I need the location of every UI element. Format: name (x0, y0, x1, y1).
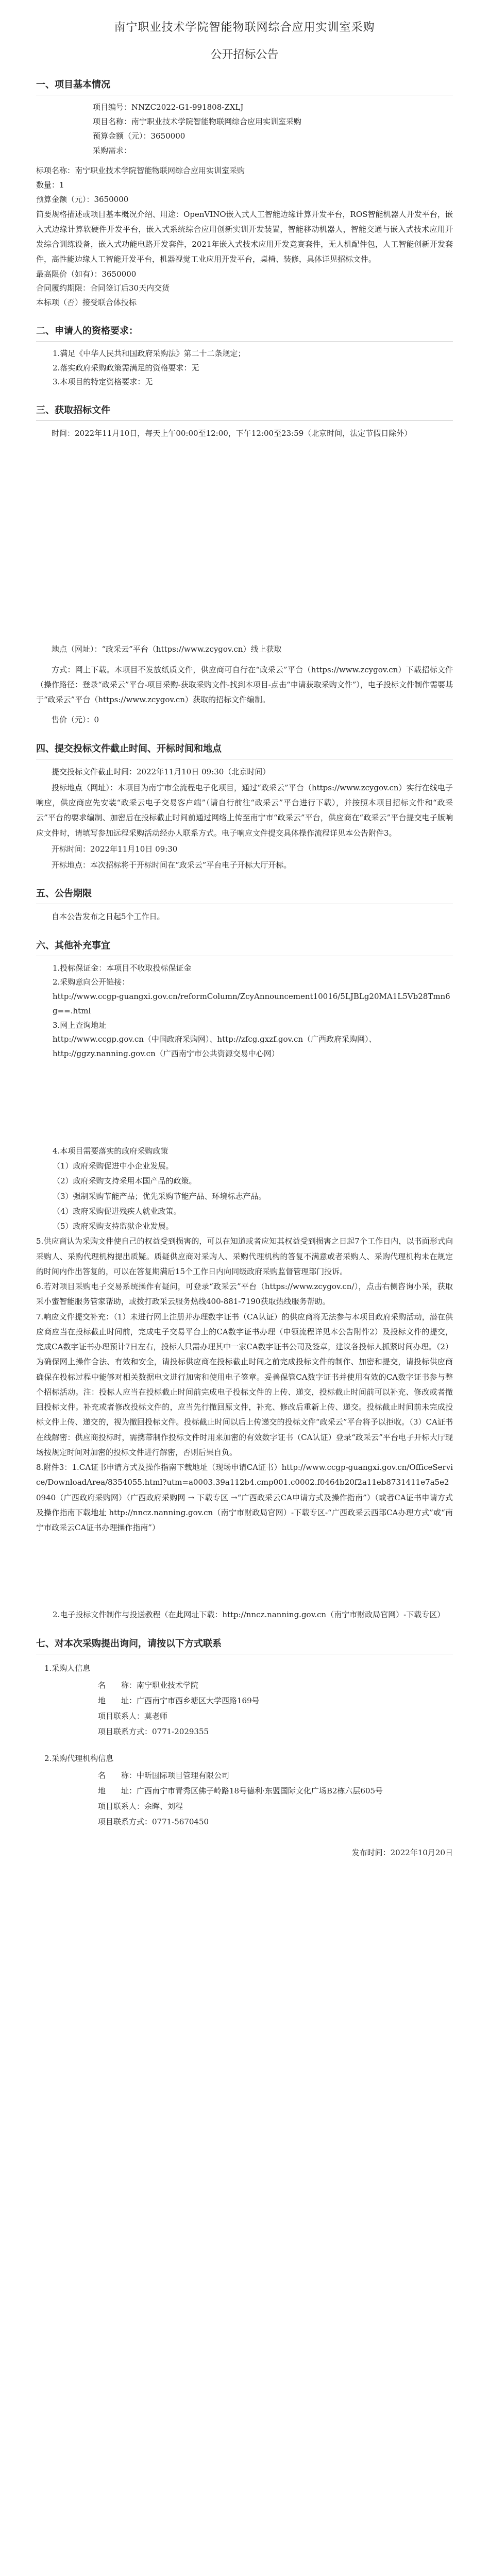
blank-space (36, 441, 453, 637)
section-heading-other-matters: 六、其他补充事宜 (36, 938, 453, 956)
purchase-demand-label: 采购需求： (93, 145, 132, 155)
submission-supplement: 7.响应文件提交补充：（1）未进行网上注册并办理数字证书（CA认证）的供应商将无法参与本项目政府采购活动，潜在供应商应当在投标截止时间前，完成电子交易平台上的CA数字证书办理（申领流程详见本公告附件2）及投标文件的提交，完成CA数字证书办理预计7日左右，投标人只需办理其中一家CA数字证书公司及签章，建议各投标人抓紧时间办理。（2）为确保网上操作合法、有效和安全，请投标供应商在投标截止时间之前完成投标文件的制作、加密和提交，请投标供应商确保在投标过程中能够对相关数据电文进行加密和使用电子签章。妥善保管CA数字证书并使用有效的CA数字证书参与整个招标活动。注：投标人应当在投标截止时间前完成电子投标文件的上传、递交，投标截止时间前可以补充、修改或者撤回投标文件。补充或者修改投标文件的，应当先行撤回原文件，补充、修改后重新上传、递交。投标截止时间前未完成投标文件上传、递交的，视为撤回投标文件。投标截止时间以后上传递交的投标文件“政采云”平台将予以拒收。（3）CA证书在线解密：供应商投标时，需携带制作投标文件时用来加密的有效数字证书（CA认证）登录“政采云”平台电子开标大厅现场按规定时间对加密的投标文件进行解密，否则后果自负。 (36, 1312, 453, 1457)
deposit-note: 1.投标保证金：本项目不收取投标保证金 (53, 963, 192, 973)
intent-link[interactable]: http://www.ccgp-guangxi.gov.cn/reformColumn/ZcyAnnouncement10016/5LJBLg20MA1L5Vb28Tmn6g==.html (53, 992, 450, 1015)
lot-name: 标项名称：南宁职业技术学院智能物联网综合应用实训室采购 (36, 166, 245, 176)
policy-and-notes (36, 1144, 453, 1536)
buyer-address: 地 址：广西南宁市西乡塘区大学西路169号 (98, 1696, 260, 1705)
section-heading-get-documents: 三、获取招标文件 (36, 403, 453, 421)
budget-amount: 预算金额（元）：3650000 (93, 131, 186, 141)
policy-item: （3）强制采购节能产品；优先采购节能产品、环境标志产品。 (53, 1191, 266, 1201)
section-heading-contacts: 七、对本次采购提出询问，请按以下方式联系 (36, 1636, 453, 1654)
project-name: 项目名称：南宁职业技术学院智能物联网综合应用实训室采购 (93, 117, 302, 127)
policy-item: （5）政府采购支持监狱企业发展。 (53, 1222, 174, 1231)
get-documents-time: 时间：2022年11月10日，每天上午00:00至12:00，下午12:00至23:59（北京时间，法定节假日除外） (52, 429, 412, 438)
query-address-links[interactable]: http://www.ccgp.gov.cn（中国政府采购网）、http://zfcg.gxzf.gov.cn（广西政府采购网）、 (53, 1035, 377, 1044)
contract-period: 合同履约期限：合同签订后30天内交货 (36, 283, 170, 293)
get-documents-method: 方式：网上下载。本项目不发放纸质文件，供应商可自行在“政采云”平台（https://www.zcygov.cn）下载招标文件（操作路径：登录“政采云”平台-项目采购-获取采购文件-找到本项目-点击“申请获取采购文件”），电子投标文件制作需要基于“政采云”平台（https://www.zcygov.cn）获取的招标文件编制。 (36, 665, 453, 705)
system-help-note: 6.若对项目采购电子交易系统操作有疑问，可登录“政采云”平台（https://www.zcygov.cn/），点击右侧咨询小采，获取采小蜜智能服务管家帮助，或拨打政采云服务热线400-881-7190获取热线服务帮助。 (36, 1282, 453, 1307)
policy-item: （2）政府采购支持采用本国产品的政策。 (53, 1176, 197, 1186)
section-heading-announcement-period: 五、公告期限 (36, 886, 453, 904)
section-heading-deadline: 四、提交投标文件截止时间、开标时间和地点 (36, 741, 453, 759)
query-address-label: 3.网上查询地址 (53, 1020, 107, 1030)
buyer-person: 项目联系人：莫老师 (98, 1711, 168, 1721)
section-heading-basic-info: 一、项目基本情况 (36, 77, 453, 95)
qualification-item: 1.满足《中华人民共和国政府采购法》第二十二条规定； (53, 348, 246, 358)
agency-address: 地 址：广西南宁市青秀区佛子岭路18号德利·东盟国际文化广场B2栋六层605号 (98, 1786, 383, 1795)
section-heading-qualifications: 二、申请人的资格要求： (36, 324, 453, 342)
max-price: 最高限价（如有）：3650000 (36, 269, 137, 279)
announcement-period: 自本公告发布之日起5个工作日。 (52, 912, 165, 922)
complaint-note: 5.供应商认为采购文件使自己的权益受到损害的，可以在知道或者应知其权益受到损害之日起7个工作日内，以书面形式向采购人、采购代理机构提出质疑。质疑供应商对采购人、采购代理机构的答复不满意或者采购人、采购代理机构未在规定的时间内作出答复的，可以在答复期满后15个工作日内向同级政府采购监督管理部门投诉。 (36, 1236, 453, 1276)
intent-link-label: 2.采购意向公开链接： (53, 977, 130, 987)
qualification-item: 3.本项目的特定资格要求：无 (53, 377, 153, 387)
blank-space (36, 1061, 453, 1144)
agency-heading: 2.采购代理机构信息 (44, 1753, 114, 1763)
project-code: 项目编号：NNZC2022-G1-991808-ZXLJ (93, 103, 244, 112)
tutorial-attachment[interactable]: 2.电子投标文件制作与投送教程（在此网址下载：http://nncz.nanning.gov.cn（南宁市财政局官网）-下载专区） (53, 1610, 445, 1620)
other-matters-list (53, 961, 453, 1061)
opening-place: 开标地点：本次招标将于开标时间在“政采云”平台电子开标大厅开标。 (52, 860, 292, 870)
lot-quantity: 数量：1 (36, 180, 64, 190)
document-price: 售价（元）：0 (52, 715, 99, 725)
submission-deadline: 提交投标文件截止时间：2022年11月10日 09:30（北京时间） (52, 767, 271, 776)
qualification-list (53, 347, 453, 389)
qualification-item: 2.落实政府采购政策需满足的资格要求：无 (53, 363, 199, 372)
agency-phone: 项目联系方式：0771-5670450 (98, 1817, 209, 1826)
ca-attachment-note[interactable]: 8.附件3：1.CA证书申请方式及操作指南下载地址（现场申请CA证书）http://www.ccgp-guangxi.gov.cn/OfficeService/DownloadArea/8354055.html?utm=a0003.39a112b4.cmp001.c0002.f0464b20f2a11eb8731411e7a5e20940（广西政府采购网）（广西政府采购网 → 下载专区 →“广西政采云CA申请方式及操作指南”）（或者CA证书申请方式及操作指南下载地址 http://nncz.nanning.gov.cn（南宁市财政局官网）-下载专区-“广西政采云西部CA办理方式”或“南宁市政采云CA证书办理操作指南”） (36, 1463, 453, 1533)
page-title: 南宁职业技术学院智能物联网综合应用实训室采购 (114, 21, 375, 34)
submission-place: 投标地点（网址）：本项目为南宁市全流程电子化项目，通过“政采云”平台（https://www.zcygov.cn）实行在线电子响应，供应商应先安装“政采云电子交易客户端”（请自行前往“政采云”平台进行下载），并按照本项目招标文件和“政采云”平台的要求编制、加密后在投标截止时间前通过网络上传至南宁市“政采云”平台，供应商在“政采云”平台提交电子版响应文件时，请填写参加远程采购活动经办人联系方式。电子响应文件提交具体操作流程详见本公告附件3。 (36, 783, 453, 838)
policy-item: （1）政府采购促进中小企业发展。 (53, 1161, 174, 1171)
buyer-contact (98, 1677, 453, 1739)
demand-details (36, 164, 453, 310)
get-documents-place: 地点（网址）：“政采云”平台（https://www.zcygov.cn）线上获取 (52, 645, 282, 654)
query-address-nanning[interactable]: http://ggzy.nanning.gov.cn（广西南宁市公共资源交易中心网） (53, 1049, 279, 1059)
buyer-heading: 1.采购人信息 (44, 1663, 91, 1673)
agency-name: 名 称：中昕国际项目管理有限公司 (98, 1770, 230, 1780)
project-key-values (93, 100, 453, 158)
opening-time: 开标时间：2022年11月10日 09:30 (52, 844, 178, 854)
agency-contact (98, 1768, 453, 1829)
agency-person: 项目联系人：余晖、刘程 (98, 1801, 183, 1811)
lot-budget: 预算金额（元）：3650000 (36, 194, 129, 204)
blank-space (36, 1535, 453, 1607)
buyer-phone: 项目联系方式：0771-2029355 (98, 1726, 209, 1736)
policy-item: （4）政府采购促进残疾人就业政策。 (53, 1206, 181, 1216)
publish-date: 发布时间：2022年10月20日 (351, 1848, 453, 1857)
page-subtitle: 公开招标公告 (210, 48, 279, 62)
buyer-name: 名 称：南宁职业技术学院 (98, 1680, 199, 1690)
lot-description: 简要规格描述或项目基本概况介绍、用途：OpenVINO嵌入式人工智能边缘计算开发平台，ROS智能机器人开发平台，嵌入式边缘计算软硬件开发平台，嵌入式系统综合应用创新实训开发装置，智能移动机器人，智能交通与嵌入式技术应用开发综合训练设备，嵌入式功能电路开发套件，2021年嵌入式技术应用开发竞赛套件，无人机配件包，人工智能创新开发套件，高性能边缘人工智能开发平台，机器视觉工业应用开发平台，桌椅、装修，具体详见招标文件。 (36, 209, 453, 264)
consortium-note: 本标项（否）接受联合体投标 (36, 298, 137, 308)
policy-heading: 4.本项目需要落实的政府采购政策 (53, 1146, 168, 1156)
